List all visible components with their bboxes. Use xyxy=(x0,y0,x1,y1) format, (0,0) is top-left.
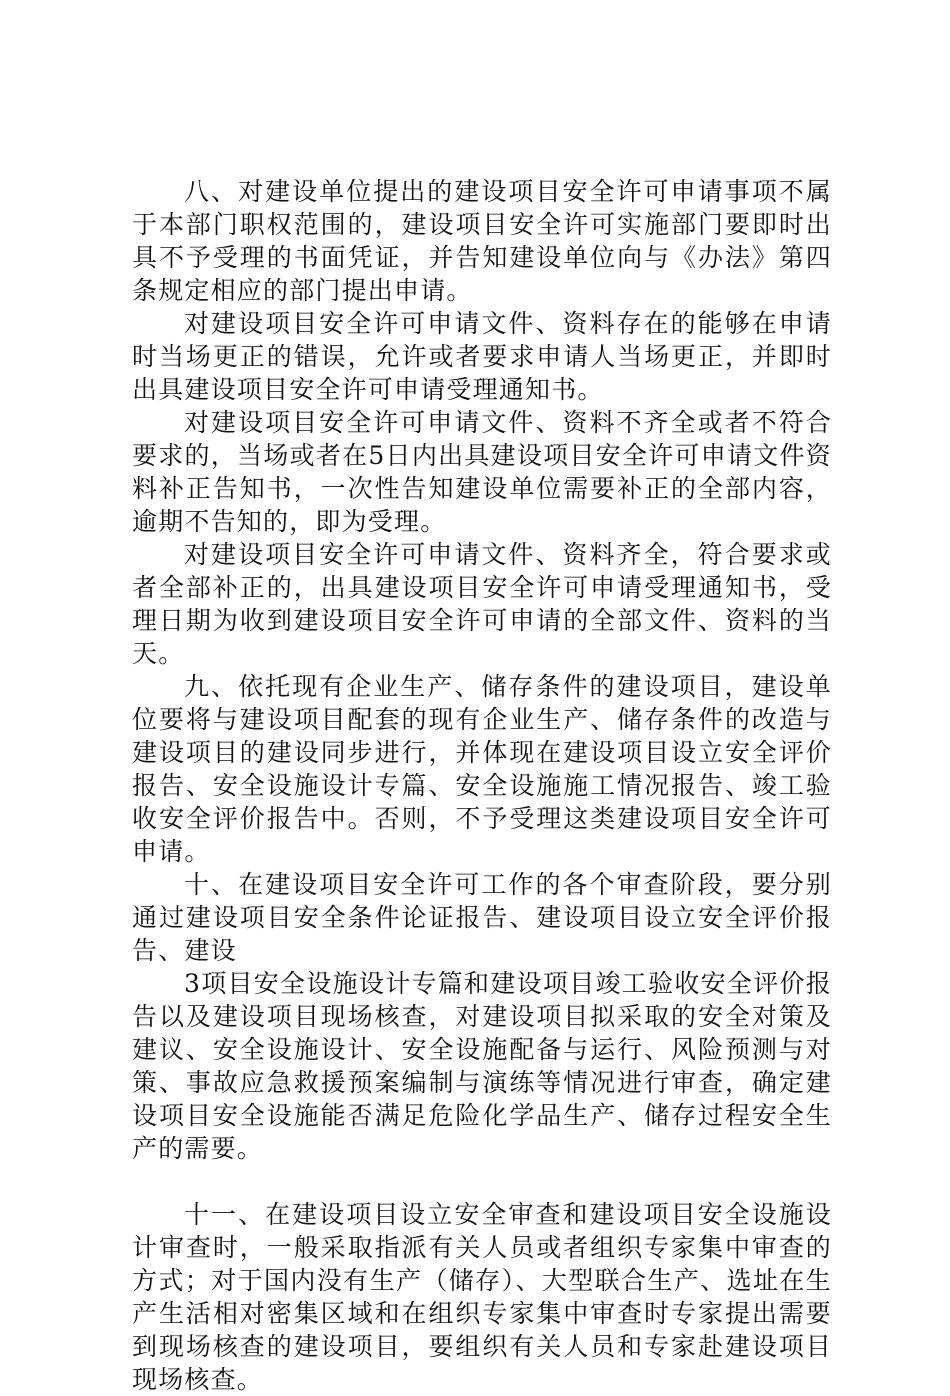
paragraph-article-11: 十一、在建设项目设立安全审查和建设项目安全设施设计审查时，一般采取指派有关人员或者组织专家集中审查的方式；对于国内没有生产（储存）、大型联合生产、选址在生产生活相对密集区域和在组织专家集中审查时专家提出需要到现场核查的建设项目，要组织有关人员和专家赴建设项目现场核查。 xyxy=(132,1200,832,1394)
paragraph-article-10-continued: 3项目安全设施设计专篇和建设项目竣工验收安全评价报告以及建设项目现场核查，对建设项目拟采取的安全对策及建议、安全设施设计、安全设施配备与运行、风险预测与对策、事故应急救援预案编制与演练等情况进行审查，确定建设项目安全设施能否满足危险化学品生产、储存过程安全生产的需要。 xyxy=(132,969,832,1163)
paragraph-article-10: 十、在建设项目安全许可工作的各个审查阶段，要分别通过建设项目安全条件论证报告、建设项目设立安全评价报告、建设 xyxy=(132,870,832,965)
document-body xyxy=(132,175,832,1396)
paragraph-incomplete-materials: 对建设项目安全许可申请文件、资料不齐全或者不符合要求的，当场或者在5日内出具建设项目安全许可申请文件资料补正告知书，一次性告知建设单位需要补正的全部内容，逾期不告知的，即为受理。 xyxy=(132,408,832,536)
paragraph-article-9: 九、依托现有企业生产、储存条件的建设项目，建设单位要将与建设项目配套的现有企业生产、储存条件的改造与建设项目的建设同步进行，并体现在建设项目设立安全评价报告、安全设施设计专篇、安全设施施工情况报告、竣工验收安全评价报告中。否则，不予受理这类建设项目安全许可申请。 xyxy=(132,672,832,866)
paragraph-correctable-errors: 对建设项目安全许可申请文件、资料存在的能够在申请时当场更正的错误，允许或者要求申请人当场更正，并即时出具建设项目安全许可申请受理通知书。 xyxy=(132,309,832,404)
paragraph-complete-materials: 对建设项目安全许可申请文件、资料齐全，符合要求或者全部补正的，出具建设项目安全许可申请受理通知书，受理日期为收到建设项目安全许可申请的全部文件、资料的当天。 xyxy=(132,540,832,668)
paragraph-article-8: 八、对建设单位提出的建设项目安全许可申请事项不属于本部门职权范围的，建设项目安全许可实施部门要即时出具不予受理的书面凭证，并告知建设单位向与《办法》第四条规定相应的部门提出申请。 xyxy=(132,177,832,305)
